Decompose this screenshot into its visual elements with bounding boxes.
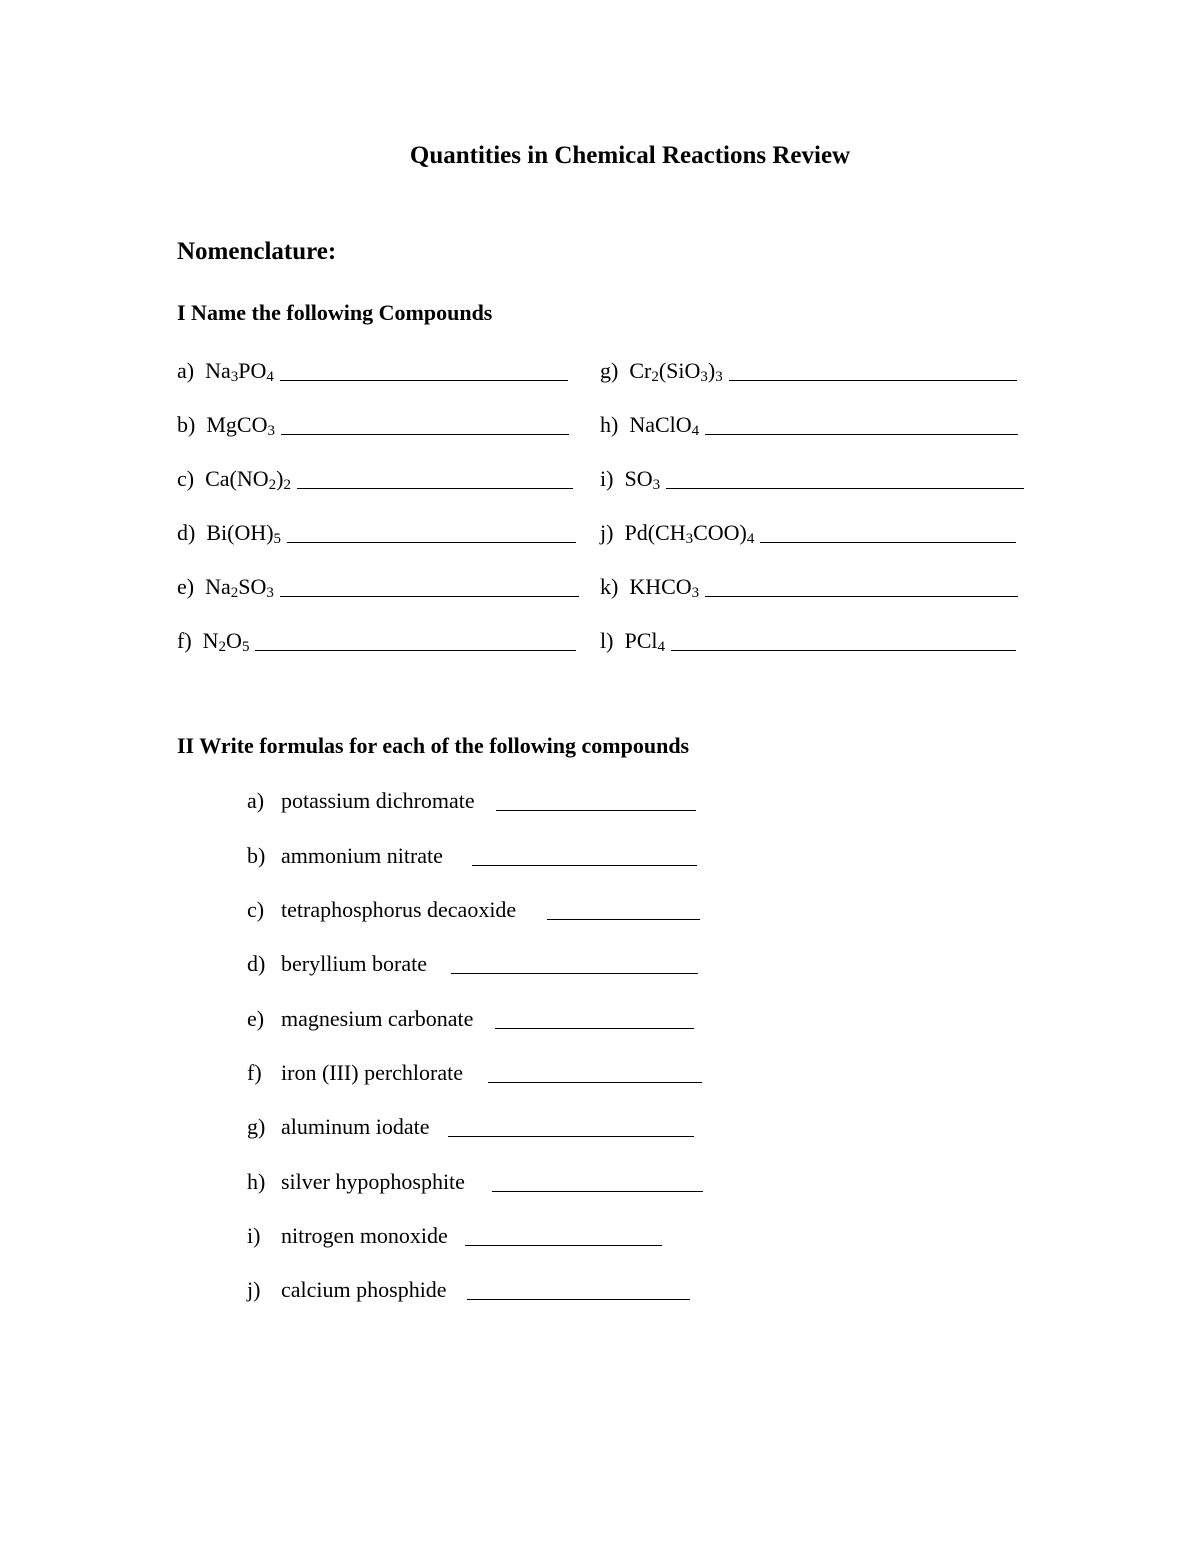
formula-question-item [247,1004,694,1032]
answer-blank[interactable] [280,595,579,597]
item-letter: f) [247,1060,262,1085]
answer-blank[interactable] [451,972,698,974]
compound-name: nitrogen monoxide [281,1223,448,1248]
compound-name: potassium dichromate [281,788,475,813]
item-letter: k) [600,574,619,599]
formula-question-item [247,1058,702,1086]
compound-formula: $Pd(CH_3COO)_4$ [624,520,755,547]
compound-name: beryllium borate [281,951,428,976]
compound-item [177,572,579,600]
compound-item [177,464,573,492]
formula-question-item [247,895,700,923]
answer-blank[interactable] [671,649,1016,651]
answer-blank[interactable] [666,487,1024,489]
item-letter: j) [600,520,614,545]
compound-name: iron (III) perchlorate [281,1060,464,1085]
compound-name: aluminum iodate [281,1114,430,1139]
answer-blank[interactable] [547,918,700,920]
compound-item [600,410,1018,438]
section-heading-nomenclature: Nomenclature: [177,238,337,265]
item-letter: d) [247,951,266,976]
item-letter: e) [177,574,195,599]
answer-blank[interactable] [297,487,573,489]
item-letter: d) [177,520,196,545]
compound-formula: $Na_3PO_4$ [205,358,274,385]
compound-formula: $SO_3$ [624,466,661,493]
answer-blank[interactable] [495,1027,694,1029]
formula-question-item [247,841,697,869]
compound-item [600,626,1016,654]
compound-name: tetraphosphorus decaoxide [281,897,517,922]
answer-blank[interactable] [467,1298,690,1300]
formula-question-item [247,1167,703,1195]
compound-formula: $Cr_2(SiO_3)_3$ [629,358,723,385]
compound-formula: NaClO$_4$ [629,412,700,439]
compound-formula: PCl$_4$ [624,628,665,655]
formula-question-item [247,1221,662,1249]
answer-blank[interactable] [729,379,1017,381]
compound-name: magnesium carbonate [281,1006,474,1031]
item-letter: a) [177,358,195,383]
answer-blank[interactable] [255,649,576,651]
compound-name: ammonium nitrate [281,843,443,868]
item-letter: c) [177,466,195,491]
item-letter: l) [600,628,614,653]
answer-blank[interactable] [287,541,576,543]
answer-blank[interactable] [705,433,1018,435]
compound-name: silver hypophosphite [281,1169,465,1194]
compound-item [600,572,1018,600]
item-letter: e) [247,1006,265,1031]
item-letter: g) [247,1114,266,1139]
item-letter: h) [600,412,619,437]
item-letter: j) [247,1277,261,1302]
compound-item [177,518,576,546]
formula-question-item [247,949,698,977]
part1-heading: I Name the following Compounds [177,300,493,325]
item-letter: f) [177,628,192,653]
answer-blank[interactable] [760,541,1016,543]
page-title: Quantities in Chemical Reactions Review [409,142,851,169]
compound-formula: $Bi(OH)_5$ [206,520,282,547]
formula-question-item [247,1275,690,1303]
compound-name: calcium phosphide [281,1277,447,1302]
answer-blank[interactable] [465,1244,662,1246]
item-letter: i) [247,1223,261,1248]
compound-item [177,626,576,654]
answer-blank[interactable] [705,595,1018,597]
item-letter: h) [247,1169,266,1194]
formula-question-item [247,1112,694,1140]
compound-item [600,464,1024,492]
item-letter: g) [600,358,619,383]
compound-formula: $KHCO_3$ [629,574,700,601]
compound-formula: $Na_2SO_3$ [205,574,274,601]
compound-item [600,356,1017,384]
compound-item [600,518,1016,546]
compound-formula: $N_2O_5$ [202,628,250,655]
answer-blank[interactable] [488,1081,702,1083]
answer-blank[interactable] [492,1190,703,1192]
compound-item [177,356,568,384]
answer-blank[interactable] [448,1135,694,1137]
answer-blank[interactable] [472,864,697,866]
answer-blank[interactable] [496,809,696,811]
item-letter: b) [247,843,266,868]
item-letter: i) [600,466,614,491]
compound-formula: MgCO$_3$ [206,412,275,439]
item-letter: a) [247,788,265,813]
compound-item [177,410,569,438]
formula-question-item [247,786,696,814]
item-letter: c) [247,897,265,922]
answer-blank[interactable] [280,379,568,381]
item-letter: b) [177,412,196,437]
part2-heading: II Write formulas for each of the following compounds [177,733,690,758]
answer-blank[interactable] [281,433,569,435]
compound-formula: $Ca(NO_2)_2$ [205,466,291,493]
